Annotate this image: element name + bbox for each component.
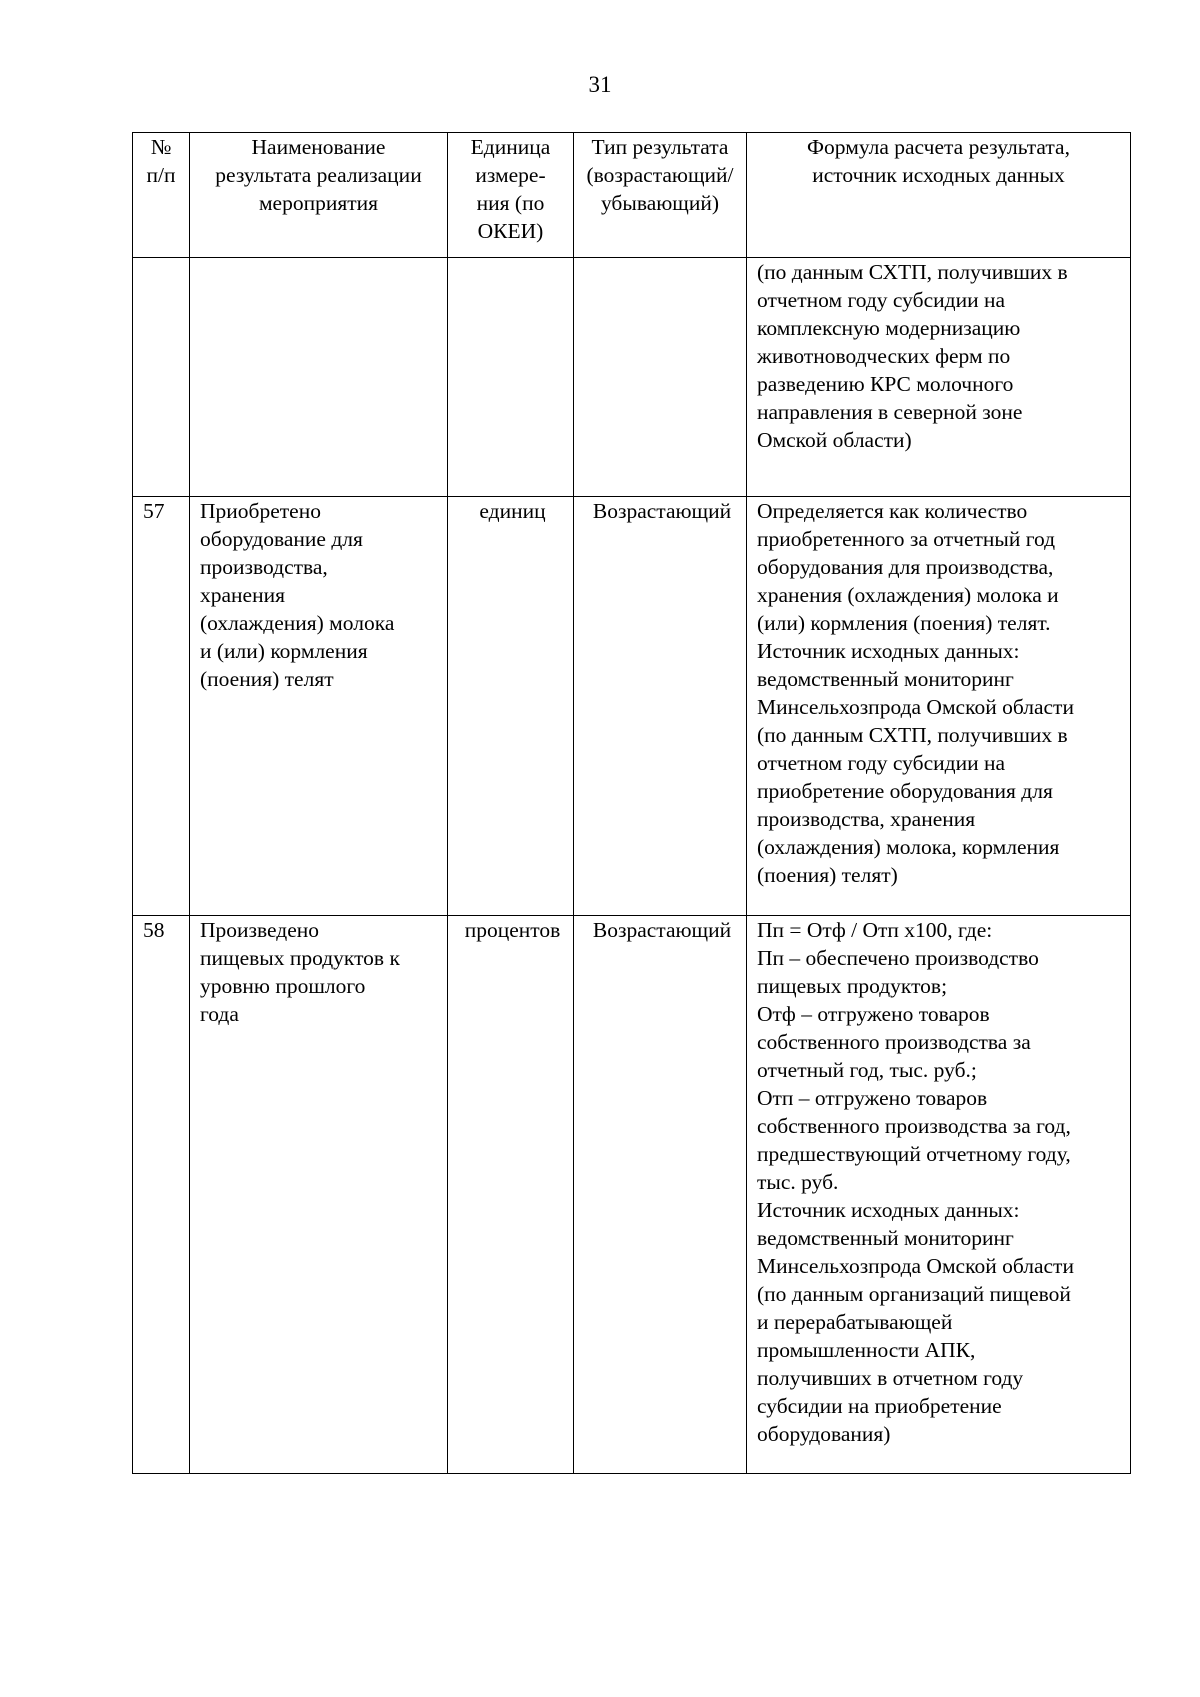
header-row [133,133,1131,258]
header-formula: Формула расчета результата, источник исходных данных [747,133,1131,258]
cell-type [574,258,747,497]
cell-formula: (по данным СХТП, получивших в отчетном году субсидии на комплексную модернизацию животноводческих ферм по разведению КРС молочного направления в северной зоне Омской области) [747,258,1131,497]
table-row-continuation [133,258,1131,497]
cell-num: 58 [133,916,190,1474]
table-row-58 [133,916,1131,1474]
header-name: Наименование результата реализации мероприятия [190,133,448,258]
cell-unit: единиц [448,497,574,916]
cell-num [133,258,190,497]
cell-num: 57 [133,497,190,916]
cell-name [190,258,448,497]
table-row-57 [133,497,1131,916]
cell-name: Приобретено оборудование для производства, хранения (охлаждения) молока и (или) кормления (поения) телят [190,497,448,916]
cell-formula: Определяется как количество приобретенного за отчетный год оборудования для производства, хранения (охлаждения) молока и (или) кормления (поения) телят. Источник исходных данных: ведомственный мониторинг Минсельхозпрода Омской области (по данным СХТП, получивших в отчетном году субсидии на приобретение оборудования для производства, хранения (охлаждения) молока, кормления (поения) телят) [747,497,1131,916]
header-type: Тип результата (возрастающий/ убывающий) [574,133,747,258]
results-table [132,132,1131,1474]
cell-name: Произведено пищевых продуктов к уровню прошлого года [190,916,448,1474]
header-unit: Единица измере- ния (по ОКЕИ) [448,133,574,258]
cell-unit: процентов [448,916,574,1474]
cell-type: Возрастающий [574,497,747,916]
cell-unit [448,258,574,497]
header-num: № п/п [133,133,190,258]
cell-formula: Пп = Отф / Отп х100, где: Пп – обеспечено производство пищевых продуктов; Отф – отгружено товаров собственного производства за отчетный год, тыс. руб.; Отп – отгружено товаров собственного производства за год, предшествующий отчетному году, тыс. руб. Источник исходных данных: ведомственный мониторинг Минсельхозпрода Омской области (по данным организаций пищевой и перерабатывающей промышленности АПК, получивших в отчетном году субсидии на приобретение оборудования) [747,916,1131,1474]
page-number: 31 [588,72,612,97]
cell-type: Возрастающий [574,916,747,1474]
